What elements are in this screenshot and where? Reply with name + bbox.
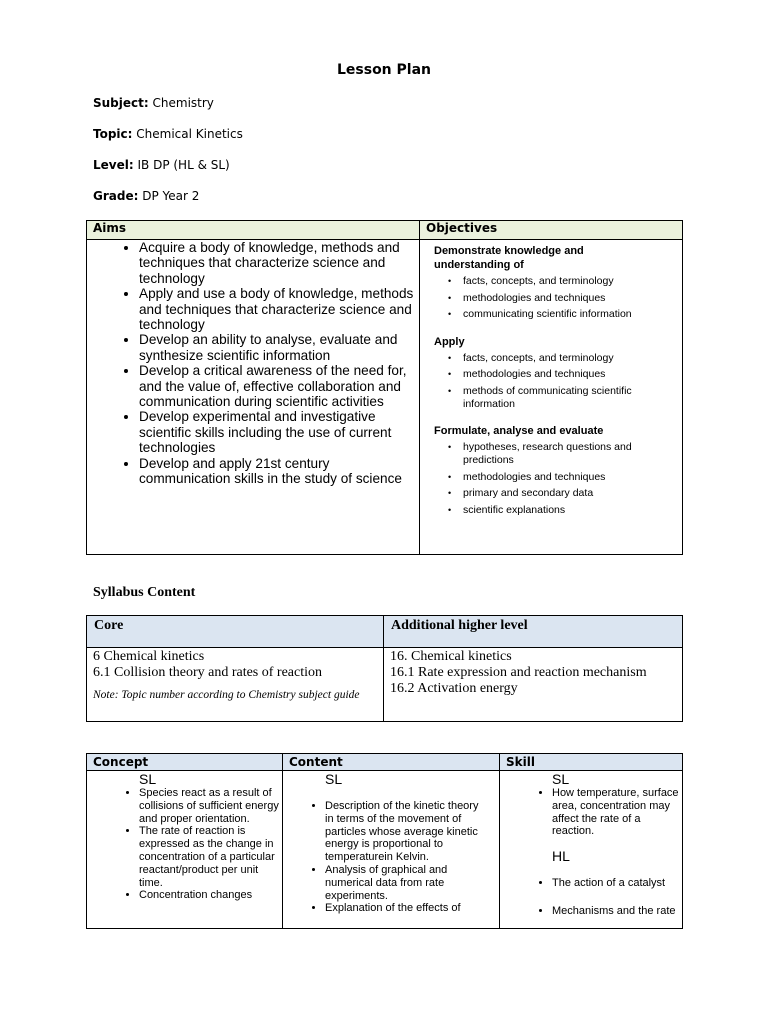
skill-cell <box>500 771 683 929</box>
ahl-cell <box>384 648 683 722</box>
syllabus-table <box>86 615 683 722</box>
skill-item: • Mechanisms and the rate <box>552 905 682 918</box>
core-note: Note: Topic number according to Chemistry subject guide <box>93 689 360 701</box>
concept-header: Concept <box>87 754 283 771</box>
objective-item: • methods of communicating scientific information <box>463 385 643 411</box>
aim-item: • Develop an ability to analyse, evaluate and synthesize scientific information <box>139 332 419 363</box>
meta-label: Subject: <box>93 96 149 110</box>
aims-list <box>87 240 419 487</box>
content-item: • Analysis of graphical and numerical data from rate experiments. <box>325 864 485 902</box>
concept-item: • Species react as a result of collisions of sufficient energy and proper orientation. <box>139 787 282 825</box>
meta-topic <box>93 127 243 141</box>
skill-level-sl: SL <box>552 771 570 787</box>
meta-label: Grade: <box>93 189 139 203</box>
content-list <box>283 800 499 915</box>
aim-item: • Acquire a body of knowledge, methods and techniques that characterize science and technology <box>139 240 419 286</box>
objective-item: • methodologies and techniques <box>463 292 676 305</box>
aim-item: • Apply and use a body of knowledge, methods and techniques that characterize science and technology <box>139 286 419 332</box>
core-header: Core <box>87 616 384 648</box>
content-item: • Explanation of the effects of <box>325 902 485 915</box>
concept-item: • The rate of reaction is expressed as the change in concentration of a particular reactant/product per unit time. <box>139 825 282 889</box>
ahl-line: 16.1 Rate expression and reaction mechanism <box>390 665 647 680</box>
skill-sl-list <box>500 787 682 838</box>
meta-value: DP Year 2 <box>142 189 200 203</box>
ahl-header: Additional higher level <box>384 616 683 648</box>
objective-item: • methodologies and techniques <box>463 368 676 381</box>
core-cell <box>87 648 384 722</box>
concept-cell <box>87 771 283 929</box>
aim-item: • Develop and apply 21st century communication skills in the study of science <box>139 456 419 487</box>
objective-list <box>434 441 676 517</box>
objective-item: • scientific explanations <box>463 504 676 517</box>
meta-grade <box>93 189 199 203</box>
core-line: 6 Chemical kinetics <box>93 649 205 664</box>
concept-list <box>87 787 282 902</box>
objective-list <box>434 275 676 321</box>
ahl-line: 16.2 Activation energy <box>390 681 518 696</box>
skill-header: Skill <box>500 754 683 771</box>
skill-item: • The action of a catalyst <box>552 877 682 890</box>
concept-item: • Concentration changes <box>139 889 282 902</box>
objective-item: • facts, concepts, and terminology <box>463 352 676 365</box>
objective-heading: Demonstrate knowledge and understanding of <box>434 245 584 271</box>
concept-content-skill-table <box>86 753 683 929</box>
objective-item: • methodologies and techniques <box>463 471 676 484</box>
content-item: • Description of the kinetic theory in terms of the movement of particles whose average kinetic energy is proportional to temperaturein Kelvin. <box>325 800 485 864</box>
aim-item: • Develop experimental and investigative scientific skills including the use of current technologies <box>139 409 419 455</box>
meta-subject <box>93 96 214 110</box>
objectives-cell <box>420 240 683 555</box>
meta-label: Level: <box>93 158 134 172</box>
meta-label: Topic: <box>93 127 133 141</box>
aim-item: • Develop a critical awareness of the need for, and the value of, effective collaboration and communication during scientific activities <box>139 363 419 409</box>
skill-item: • How temperature, surface area, concentration may affect the rate of a reaction. <box>552 787 682 838</box>
aims-objectives-table <box>86 220 683 555</box>
objective-heading: Apply <box>434 335 465 348</box>
objective-list <box>434 352 676 411</box>
objective-item: • communicating scientific information <box>463 308 676 321</box>
page-title: Lesson Plan <box>336 62 431 78</box>
objective-heading: Formulate, analyse and evaluate <box>434 425 604 437</box>
meta-value: Chemistry <box>152 96 214 110</box>
objectives-header: Objectives <box>420 221 683 240</box>
ahl-line: 16. Chemical kinetics <box>390 649 512 664</box>
content-cell <box>283 771 500 929</box>
core-line: 6.1 Collision theory and rates of reaction <box>93 665 322 680</box>
syllabus-heading: Syllabus Content <box>93 585 196 600</box>
objective-item: • hypotheses, research questions and predictions <box>463 441 663 467</box>
content-header: Content <box>283 754 500 771</box>
aims-header: Aims <box>87 221 420 240</box>
concept-level: SL <box>139 771 157 787</box>
meta-value: Chemical Kinetics <box>136 127 243 141</box>
meta-value: IB DP (HL & SL) <box>137 158 230 172</box>
objective-item: • primary and secondary data <box>463 487 676 500</box>
objective-item: • facts, concepts, and terminology <box>463 275 676 288</box>
skill-level-hl: HL <box>552 848 570 865</box>
aims-cell <box>87 240 420 555</box>
content-level: SL <box>325 771 343 787</box>
skill-hl-list <box>500 877 682 918</box>
meta-level <box>93 158 230 172</box>
